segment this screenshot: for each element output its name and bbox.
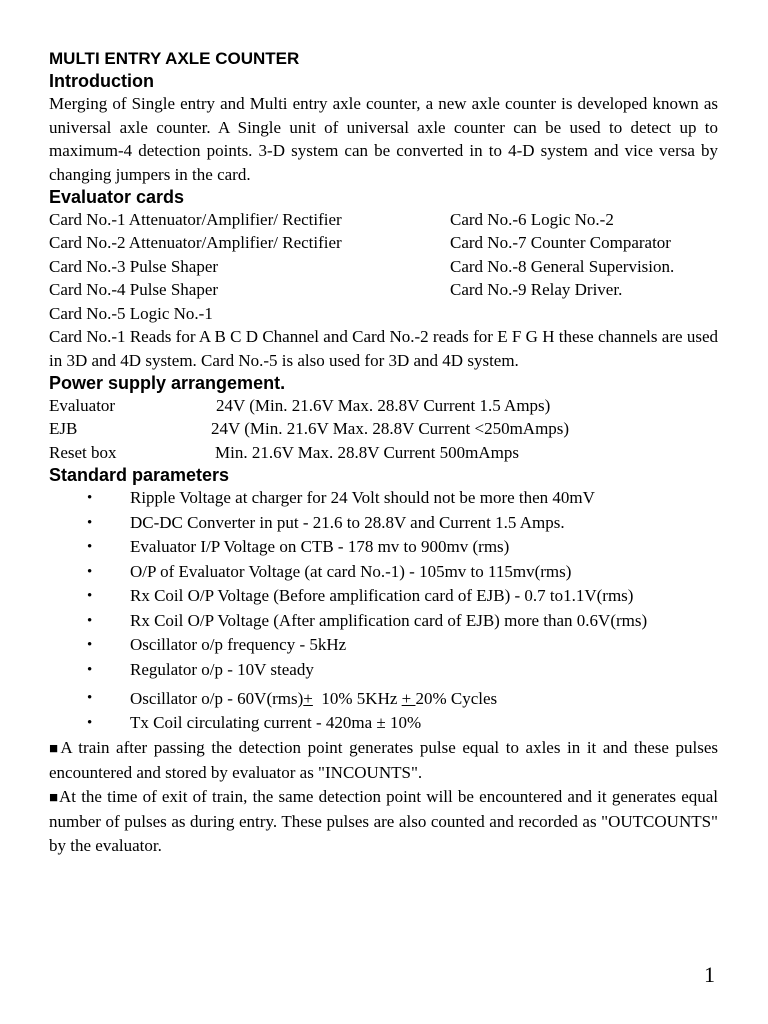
list-item: • DC-DC Converter in put - 21.6 to 28.8V and Current 1.5 Amps. [49,511,718,536]
power-row-value: 24V (Min. 21.6V Max. 28.8V Current 1.5 Amps) [216,396,551,416]
list-item: • Tx Coil circulating current - 420ma ± 10% [49,711,718,736]
card-item: Card No.-1 Attenuator/Amplifier/ Rectifier [49,210,342,229]
evaluator-cards-list [49,208,718,325]
introduction-heading: Introduction [49,71,154,91]
standard-parameters-list [49,486,718,736]
list-item: • Oscillator o/p frequency - 5kHz [49,633,718,658]
list-item: • Regulator o/p - 10V steady [49,658,718,683]
power-row-label: Reset box [49,442,117,462]
power-row [49,394,718,417]
power-row-label: Evaluator [49,396,116,416]
power-row-label: EJB [49,419,78,439]
bullet-icon: • [87,637,93,654]
power-row [49,417,718,440]
square-bullet-icon: ■ [49,740,61,757]
bullet-icon: • [87,563,93,580]
page-number: 1 [704,962,715,987]
card-item: Card No.-5 Logic No.-1 [49,303,213,323]
page-content [49,48,718,857]
bullet-icon: • [87,661,93,678]
list-item: • Oscillator o/p - 60V(rms)+ 10% 5KHz + 20% Cycles [49,686,718,711]
card-item: Card No.-2 Attenuator/Amplifier/ Rectifier [49,233,342,253]
power-supply-heading: Power supply arrangement. [49,373,286,394]
list-item: • Evaluator I/P Voltage on CTB - 178 mv to 900mv (rms) [49,535,718,560]
card-item: Card No.-3 Pulse Shaper [49,256,219,276]
square-bullet-icon: ■ [49,789,60,806]
bullet-icon: • [87,612,93,629]
list-item: • Ripple Voltage at charger for 24 Volt should not be more then 40mV [49,486,718,511]
card-item: Card No.-7 Counter Comparator [450,233,671,253]
standard-parameters-heading: Standard parameters [49,465,230,486]
plus-minus-sign: + [401,689,416,709]
card-item: Card No.-6 Logic No.-2 [450,210,614,229]
card-item: Card No.-9 Relay Driver. [450,280,623,300]
document-title: MULTI ENTRY AXLE COUNTER [49,49,300,68]
power-supply-table [49,394,718,464]
bullet-icon: • [87,490,93,507]
plus-minus-sign: + [303,689,313,709]
power-row [49,441,718,464]
list-item: • Rx Coil O/P Voltage (Before amplification card of EJB) - 0.7 to1.1V(rms) [49,584,718,609]
bullet-icon: • [87,588,93,605]
power-row-value: 24V (Min. 21.6V Max. 28.8V Current <250mAmps) [211,419,570,439]
power-row-value: Min. 21.6V Max. 28.8V Current 500mAmps [215,442,519,462]
list-item: • O/P of Evaluator Voltage (at card No.-1) - 105mv to 115mv(rms) [49,560,718,585]
note-paragraph: ■At the time of exit of train, the same detection point will be encountered and it generates equal number of pulses as during entry. These pulses are also counted and recorded as "OUTCOUNTS" by the evaluator. [49,786,719,855]
card-item: Card No.-4 Pulse Shaper [49,280,219,300]
card-item: Card No.-8 General Supervision. [450,256,675,276]
bullet-icon: • [87,690,93,707]
list-item: • Rx Coil O/P Voltage (After amplification card of EJB) more than 0.6V(rms) [49,609,718,634]
bullet-icon: • [87,715,93,732]
evaluator-cards-heading: Evaluator cards [49,187,185,207]
evaluator-cards-text: Card No.-1 Reads for A B C D Channel and Card No.-2 reads for E F G H these channels are used in 3D and 4D system. Card No.-5 is also used for 3D and 4D system. [49,327,718,370]
bullet-icon: • [87,514,93,531]
bullet-icon: • [87,539,93,556]
introduction-text: Merging of Single entry and Multi entry axle counter, a new axle counter is developed known as universal axle counter. A Single unit of universal axle counter can be used to detect up to maximum-4 detection points. 3-D system can be converted in to 4-D system and vice versa by changing jumpers in the card. [49,94,718,184]
note-paragraph: ■A train after passing the detection point generates pulse equal to axles in it and these pulses encountered and stored by evaluator as "INCOUNTS". [49,737,718,783]
